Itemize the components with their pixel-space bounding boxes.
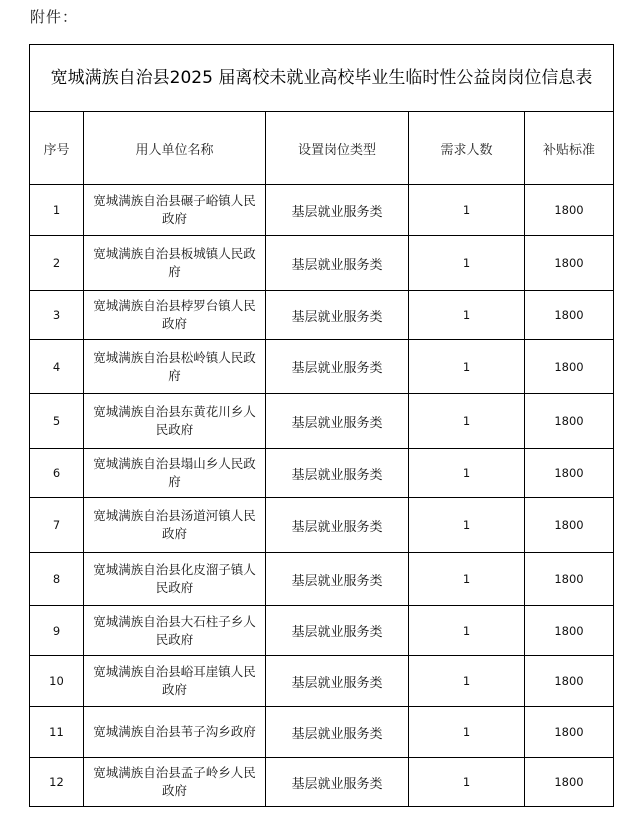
row-subsidy: 1800 xyxy=(525,291,614,340)
row-subsidy: 1800 xyxy=(525,449,614,498)
row-no: 10 xyxy=(30,656,84,707)
row-subsidy: 1800 xyxy=(525,606,614,656)
row-count: 1 xyxy=(409,185,525,236)
row-count: 1 xyxy=(409,394,525,449)
row-subsidy: 1800 xyxy=(525,498,614,553)
row-subsidy: 1800 xyxy=(525,340,614,394)
header-unit: 用人单位名称 xyxy=(84,112,266,185)
row-no: 3 xyxy=(30,291,84,340)
row-no: 1 xyxy=(30,185,84,236)
table-row xyxy=(30,656,614,707)
row-no: 4 xyxy=(30,340,84,394)
row-unit: 宽城满族自治县孟子岭乡人民政府 xyxy=(84,758,266,807)
row-count: 1 xyxy=(409,498,525,553)
row-unit: 宽城满族自治县大石柱子乡人民政府 xyxy=(84,606,266,656)
row-unit: 宽城满族自治县汤道河镇人民政府 xyxy=(84,498,266,553)
row-post-type: 基层就业服务类 xyxy=(266,553,409,606)
row-subsidy: 1800 xyxy=(525,185,614,236)
row-post-type: 基层就业服务类 xyxy=(266,707,409,758)
row-unit: 宽城满族自治县化皮溜子镇人民政府 xyxy=(84,553,266,606)
table-row xyxy=(30,291,614,340)
header-row xyxy=(30,112,614,185)
row-subsidy: 1800 xyxy=(525,707,614,758)
table-row xyxy=(30,553,614,606)
header-subsidy: 补贴标准 xyxy=(525,112,614,185)
table-row xyxy=(30,606,614,656)
row-post-type: 基层就业服务类 xyxy=(266,758,409,807)
row-count: 1 xyxy=(409,656,525,707)
row-no: 11 xyxy=(30,707,84,758)
table-row xyxy=(30,394,614,449)
row-no: 8 xyxy=(30,553,84,606)
row-unit: 宽城满族自治县碾子峪镇人民政府 xyxy=(84,185,266,236)
row-unit: 宽城满族自治县东黄花川乡人民政府 xyxy=(84,394,266,449)
post-info-table xyxy=(29,44,614,807)
header-post-type: 设置岗位类型 xyxy=(266,112,409,185)
row-post-type: 基层就业服务类 xyxy=(266,606,409,656)
row-post-type: 基层就业服务类 xyxy=(266,394,409,449)
row-post-type: 基层就业服务类 xyxy=(266,291,409,340)
row-post-type: 基层就业服务类 xyxy=(266,185,409,236)
row-subsidy: 1800 xyxy=(525,656,614,707)
row-count: 1 xyxy=(409,340,525,394)
row-subsidy: 1800 xyxy=(525,236,614,291)
header-count: 需求人数 xyxy=(409,112,525,185)
row-no: 6 xyxy=(30,449,84,498)
row-unit: 宽城满族自治县苇子沟乡政府 xyxy=(84,707,266,758)
table-row xyxy=(30,498,614,553)
row-unit: 宽城满族自治县峪耳崖镇人民政府 xyxy=(84,656,266,707)
row-count: 1 xyxy=(409,606,525,656)
row-unit: 宽城满族自治县松岭镇人民政府 xyxy=(84,340,266,394)
row-count: 1 xyxy=(409,291,525,340)
row-count: 1 xyxy=(409,553,525,606)
row-no: 12 xyxy=(30,758,84,807)
table-title: 宽城满族自治县2025 届离校未就业高校毕业生临时性公益岗岗位信息表 xyxy=(30,45,614,112)
title-row xyxy=(30,45,614,112)
table-row xyxy=(30,707,614,758)
row-unit: 宽城满族自治县板城镇人民政府 xyxy=(84,236,266,291)
row-unit: 宽城满族自治县塌山乡人民政府 xyxy=(84,449,266,498)
row-subsidy: 1800 xyxy=(525,758,614,807)
row-post-type: 基层就业服务类 xyxy=(266,656,409,707)
row-subsidy: 1800 xyxy=(525,553,614,606)
row-count: 1 xyxy=(409,758,525,807)
row-no: 2 xyxy=(30,236,84,291)
row-post-type: 基层就业服务类 xyxy=(266,236,409,291)
header-no: 序号 xyxy=(30,112,84,185)
row-count: 1 xyxy=(409,707,525,758)
row-post-type: 基层就业服务类 xyxy=(266,449,409,498)
row-count: 1 xyxy=(409,236,525,291)
row-count: 1 xyxy=(409,449,525,498)
table-row xyxy=(30,340,614,394)
row-subsidy: 1800 xyxy=(525,394,614,449)
table-row xyxy=(30,236,614,291)
table-row xyxy=(30,185,614,236)
table-row xyxy=(30,449,614,498)
table-row xyxy=(30,758,614,807)
row-no: 7 xyxy=(30,498,84,553)
row-no: 5 xyxy=(30,394,84,449)
row-no: 9 xyxy=(30,606,84,656)
row-post-type: 基层就业服务类 xyxy=(266,340,409,394)
row-post-type: 基层就业服务类 xyxy=(266,498,409,553)
row-unit: 宽城满族自治县桲罗台镇人民政府 xyxy=(84,291,266,340)
attachment-label: 附件： xyxy=(30,8,79,26)
